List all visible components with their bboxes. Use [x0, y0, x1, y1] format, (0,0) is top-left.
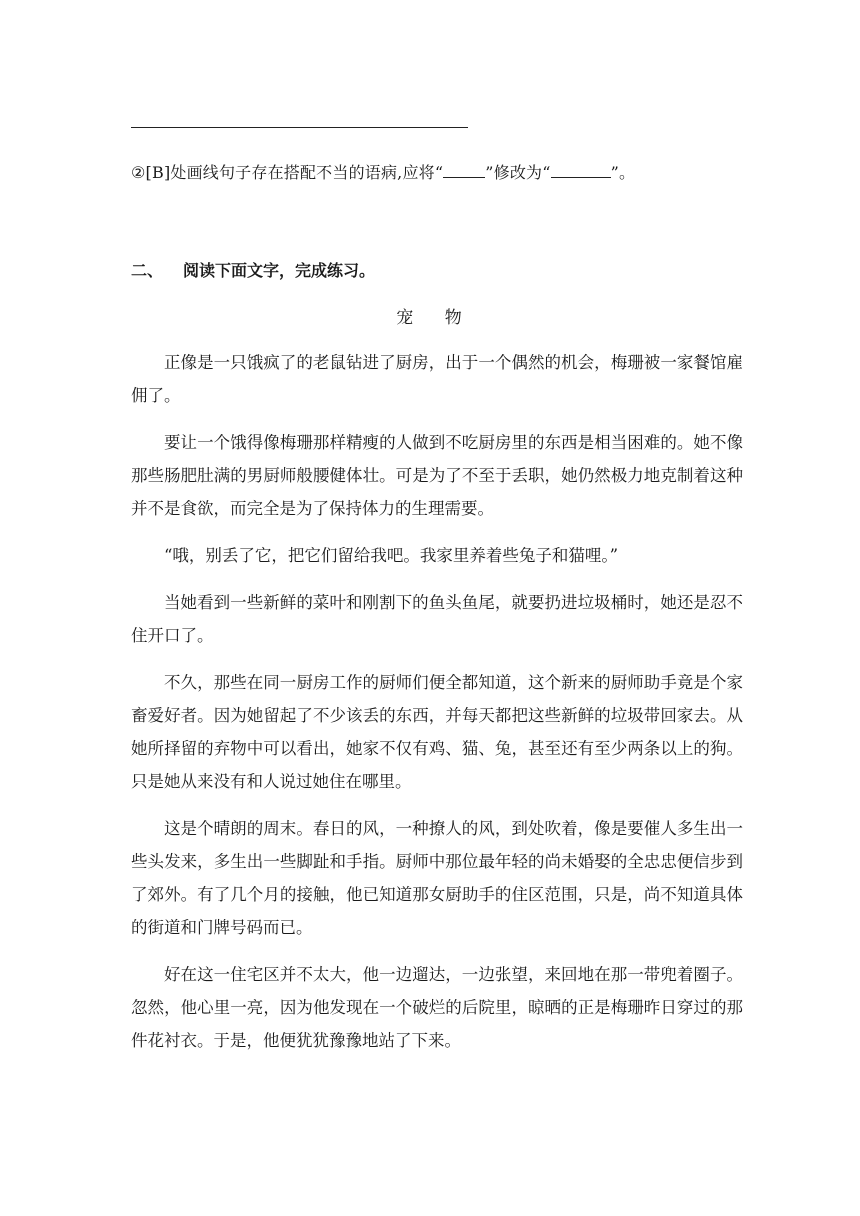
question-2-middle: ”修改为“ — [485, 163, 551, 182]
answer-blank-original — [443, 163, 485, 178]
paragraph: 不久，那些在同一厨房工作的厨师们便全都知道，这个新来的厨师助手竟是个家畜爱好者。因为她留起了不少该丢的东西，并每天都把这些新鲜的垃圾带回家去。从她所择留的弃物中可以看出，她家不仅有鸡、猫、兔，甚至还有至少两条以上的狗。只是她从来没有和人说过她住在哪里。 — [131, 673, 743, 791]
section-heading — [131, 258, 375, 281]
article-title: 宠 物 — [396, 308, 464, 328]
question-2-suffix: ”。 — [610, 163, 636, 182]
paragraph: 当她看到一些新鲜的菜叶和刚割下的鱼头鱼尾，就要扔进垃圾桶时，她还是忍不住开口了。 — [131, 593, 743, 645]
article-body — [131, 346, 743, 1071]
paragraph: 这是个晴朗的周末。春日的风，一种撩人的风，到处吹着，像是要催人多生出一些头发来，多生出一些脚趾和手指。厨师中那位最年轻的尚未婚娶的全忠忠便信步到了郊外。有了几个月的接触，他已知道那女厨助手的住区范围，只是，尚不知道具体的街道和门牌号码而已。 — [131, 819, 743, 937]
question-2 — [131, 160, 635, 183]
section-number: 二、 — [131, 261, 164, 280]
paragraph: 要让一个饿得像梅珊那样精瘦的人做到不吃厨房里的东西是相当困难的。她不像那些肠肥肚满的男厨师般腰健体壮。可是为了不至于丢职，她仍然极力地克制着这种并不是食欲，而完全是为了保持体力的生理需要。 — [131, 433, 743, 518]
answer-line — [131, 127, 468, 128]
section-instruction: 阅读下面文字，完成练习。 — [183, 261, 376, 280]
paragraph: 好在这一住宅区并不太大，他一边遛达，一边张望，来回地在那一带兜着圈子。忽然，他心里一亮，因为他发现在一个破烂的后院里，晾晒的正是梅珊昨日穿过的那件花衬衣。于是，他便犹犹豫豫地站了下来。 — [131, 965, 743, 1050]
paragraph: 正像是一只饿疯了的老鼠钻进了厨房，出于一个偶然的机会，梅珊被一家餐馆雇佣了。 — [131, 353, 743, 405]
answer-blank-revised — [551, 163, 611, 178]
paragraph: “哦，别丢了它，把它们留给我吧。我家里养着些兔子和猫哩。” — [164, 546, 619, 565]
question-2-prefix: ②[B]处画线句子存在搭配不当的语病,应将“ — [131, 163, 444, 182]
